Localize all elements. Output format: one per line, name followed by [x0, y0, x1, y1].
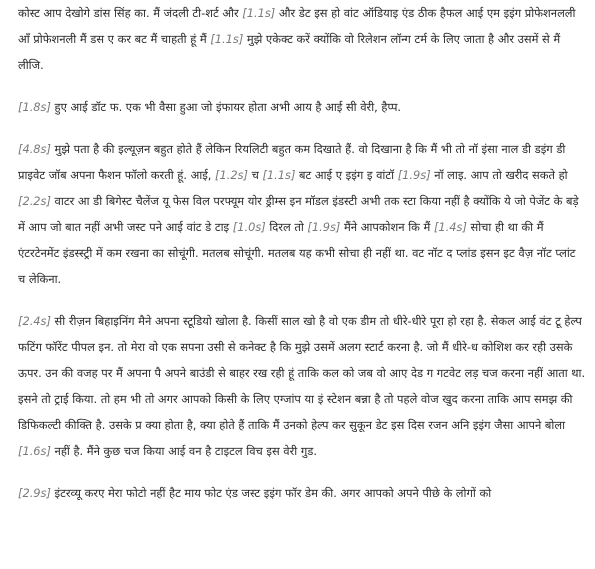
transcript-paragraph — [18, 308, 586, 464]
timestamp-label: [1.4s] — [433, 220, 467, 234]
timestamp-label: [1.6s] — [18, 444, 51, 458]
transcript-text: मैंने आपकोशन कि मैं — [340, 220, 434, 234]
timestamp-label: [1.1s] — [210, 32, 244, 46]
timestamp-label: [1.0s] — [232, 220, 266, 234]
transcript-text: इंटरव्यू करए मेरा फोटो नहीं हैट माय फोट एंड जस्ट इइंग फॉर डेम की. अगर आपको अपने पीछे के लोगों को — [50, 486, 492, 500]
timestamp-label: [2.4s] — [18, 314, 51, 328]
timestamp-label: [2.2s] — [18, 194, 51, 208]
transcript-text: वाटर आ डी बिगेस्ट चैलेंज यू फेस विल परफ्यूम योर ड्रीम्स इन मॉडल इंडस्टी अभी तक स्टा किया नहीं है क्योंकि ये जो पेजेंट के बड़े में आप जो बात नहीं अभी जस्ट पने आई वांट डे टाइ — [18, 194, 579, 234]
timestamp-label: [4.8s] — [18, 142, 51, 156]
transcript-text: कोस्ट आप देखोगे डांस सिंह का. मैं जंदली टी-शर्ट और — [18, 6, 243, 20]
transcript-paragraph — [18, 0, 586, 78]
timestamp-label: [1.9s] — [397, 168, 431, 182]
transcript-paragraph — [18, 94, 586, 120]
timestamp-label: [1.1s] — [262, 168, 296, 182]
transcript-text: च — [247, 168, 263, 182]
timestamp-label: [1.9s] — [307, 220, 341, 234]
transcript-text: नॉ लाइ. आप तो खरीद सकते हो — [430, 168, 568, 182]
timestamp-label: [1.1s] — [242, 6, 276, 20]
transcript-text: हुए आई डॉट फ. एक भी वैसा हुआ जो इंफायर होता अभी आय है आई सी वेरी, हैप्प. — [50, 100, 402, 114]
transcript-text: सोचा ही था की मैं एंटरटेनमेंट इंडस्स्ट्री में कम रखना का सोचूंगी. मतलब सोचूंगी. मतलब यह कभी सोचा ही नहीं था. वट नॉट द प्लांड इसन इट वैज़ नॉट प्लांट च लेकिना. — [18, 220, 576, 286]
transcript-text: नहीं है. मैंने कुछ चज किया आई वन है टाइटल विच इस वेरी गुड. — [50, 444, 317, 458]
transcript-document — [18, 0, 586, 522]
timestamp-label: [2.9s] — [18, 486, 51, 500]
transcript-paragraph — [18, 480, 586, 506]
timestamp-label: [1.2s] — [215, 168, 248, 182]
transcript-text: बट आई ए इइंग इ वांटॉ — [295, 168, 398, 182]
transcript-text: दिरल तो — [265, 220, 308, 234]
transcript-paragraph — [18, 136, 586, 292]
transcript-text: सी रीज़न बिहाइनिंग मैने अपना स्टूडियो खोला है. किसीं साल खो है वो एक डीम तो धीरे-धीरे पूरा हो रहा है. सेकल आई वंट टू हेल्प फटिंग फॉरेंट पीपल इन. तो मेरा वो एक सपना उसी से कनेक्ट है कि मुझे उसमें अलग स्टार्ट करना है. जो मैं धीरे-ध कोशिश कर रही उसके ऊपर. उन की वजह पर मैं अपना पै अपने बाउंडी से बाहर रख रही हूं ताकि कल को जब वो आए देड ग गटवेट लड़ चज करना नहीं आता था. इसने तो ट्राई किया. तो हम भी तो अगर आपको किसी के लिए एग्जांप या इं स्टेशन बन्ना है तो पहले वोज खुद करना ताकि आप समझ की डिफिकल्टी कीक्ति है. उसके प्र क्या होता है, क्या होते हैं ताकि मैं उनको हेल्प कर सुकून डेट इस दिस रजन अनि इइंग जैसा आपने बोला — [18, 314, 586, 432]
timestamp-label: [1.8s] — [18, 100, 51, 114]
transcript-text: मुझे एकेक्ट करें क्योंकि वो रिलेशन लॉन्ग टर्म के लिए जाता है और उसमें से मैं लीजि. — [18, 32, 561, 72]
transcript-text: मुझे पता है की इल्यूज़न बहुत होते हैं लेकिन रियलिटी बहुत कम दिखाते हैं. वो दिखाना है कि मैं भी तो नॉ इंसा नाल डी डइंग डी प्राइवेट जॉब अपना फैशन फॉलो करती हूं. आई, — [18, 142, 566, 182]
transcript-text: और डेट इस हो वांट ऑडियाइ एंड ठीक हैफल आई एम इइंग प्रोफेशनलली आँ प्रोफेशनली मैं डस ए कर बट मैं चाहती हूं मैं — [18, 6, 576, 46]
